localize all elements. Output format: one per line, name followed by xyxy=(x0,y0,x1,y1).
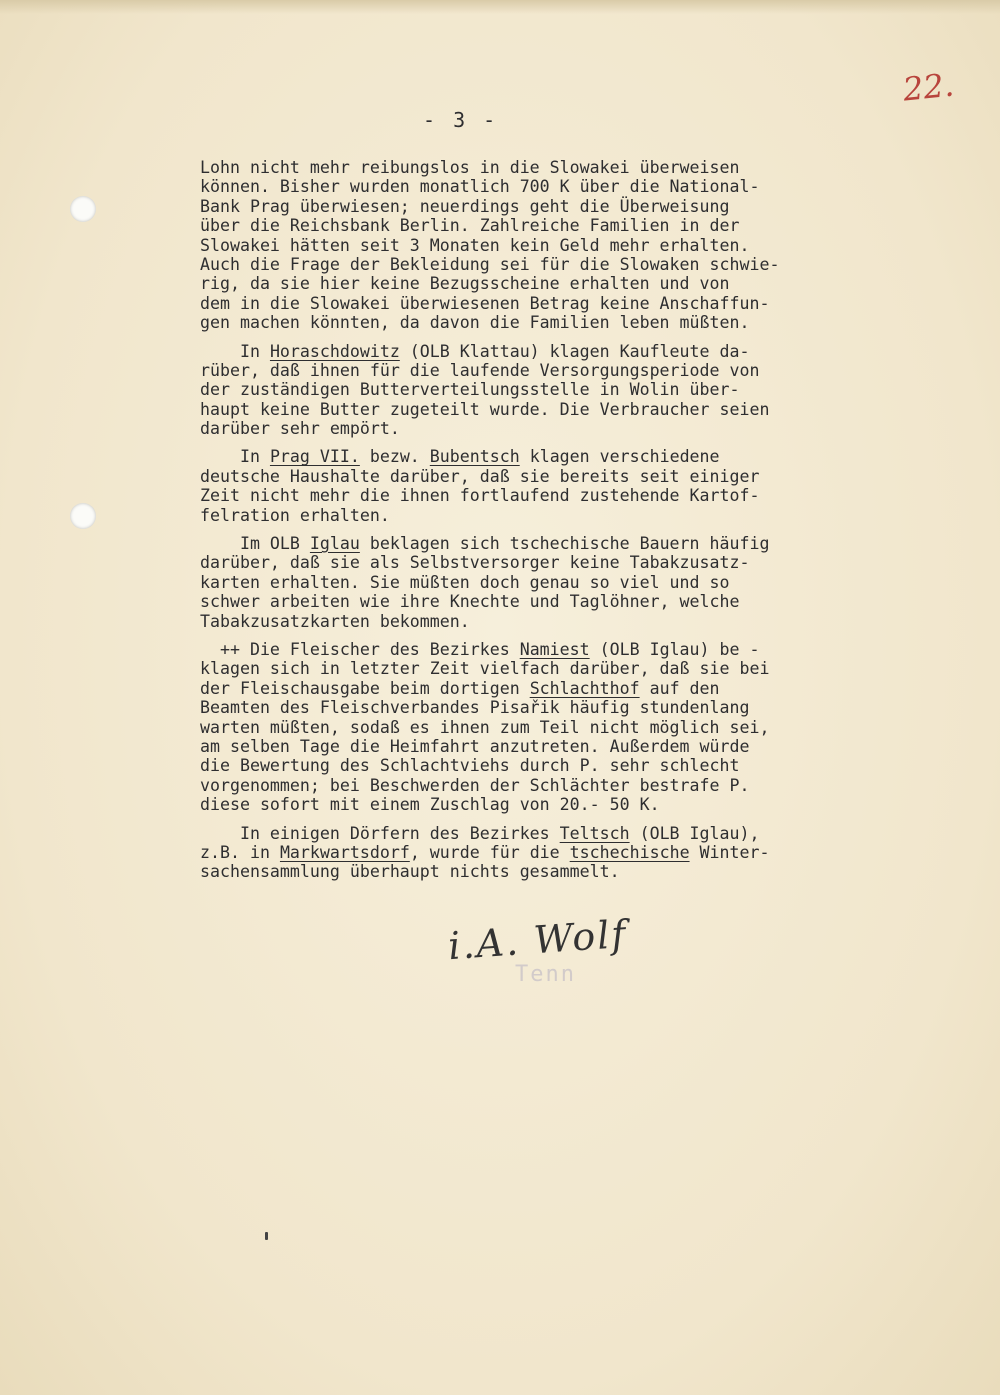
text-line xyxy=(200,294,900,313)
text-segment: klagen verschiedene xyxy=(519,447,720,467)
text-line xyxy=(200,467,900,486)
text-line xyxy=(200,380,900,399)
text-segment: über die Reichsbank Berlin. Zahlreiche Familien in der xyxy=(200,216,740,236)
text-line xyxy=(200,342,900,361)
text-line xyxy=(200,737,900,756)
paragraph xyxy=(200,447,900,525)
text-line xyxy=(200,419,900,438)
text-segment: der Fleischausgabe beim dortigen xyxy=(200,678,530,698)
text-line xyxy=(200,592,900,611)
text-segment: rüber, daß ihnen für die laufende Versorgungsperiode von xyxy=(200,360,760,380)
text-line xyxy=(200,679,900,698)
text-segment: rig, da sie hier keine Bezugsscheine erhalten und von xyxy=(200,274,730,294)
underlined-place-name: Schlachthof xyxy=(529,678,640,698)
text-segment: , wurde für die xyxy=(409,842,570,862)
text-segment: (OLB Klattau) klagen Kaufleute da- xyxy=(399,341,750,361)
text-segment: Bank Prag überwiesen; neuerdings geht die Überweisung xyxy=(200,196,730,216)
text-segment: karten erhalten. Sie müßten doch genau so viel und so xyxy=(200,572,730,592)
text-line xyxy=(200,400,900,419)
text-line xyxy=(200,216,900,235)
paragraph xyxy=(200,824,900,882)
text-segment: Zeit nicht mehr die ihnen fortlaufend zustehende Kartof- xyxy=(200,486,760,506)
underlined-place-name: Prag VII. xyxy=(269,447,360,467)
text-segment: sachensammlung überhaupt nichts gesammelt. xyxy=(200,862,620,882)
text-line xyxy=(200,640,900,659)
text-segment: Tabakzusatzkarten bekommen. xyxy=(200,611,470,631)
text-segment: In xyxy=(200,341,270,361)
text-segment: vorgenommen; bei Beschwerden der Schlächter bestrafe P. xyxy=(200,775,750,795)
text-segment: warten müßten, sodaß es ihnen zum Teil nicht möglich sei, xyxy=(200,717,770,737)
paragraph xyxy=(200,640,900,815)
text-segment: z.B. in xyxy=(200,842,280,862)
text-line xyxy=(200,534,900,553)
text-line xyxy=(200,255,900,274)
underlined-place-name: Horaschdowitz xyxy=(269,341,400,361)
text-line xyxy=(200,236,900,255)
paragraph xyxy=(200,158,900,333)
folio-number: 22. xyxy=(901,65,956,109)
text-segment: dem in die Slowakei überwiesenen Betrag keine Anschaffun- xyxy=(200,293,770,313)
underlined-place-name: Bubentsch xyxy=(429,447,520,467)
text-line xyxy=(200,612,900,631)
paper-top-edge xyxy=(0,0,1000,14)
text-segment: deutsche Haushalte darüber, daß sie bereits seit einiger xyxy=(200,466,760,486)
faint-stamp: Tenn xyxy=(515,962,576,987)
text-line xyxy=(200,573,900,592)
text-line xyxy=(200,486,900,505)
text-segment: gen machen könnten, da davon die Familien leben müßten. xyxy=(200,313,750,333)
underlined-place-name: Iglau xyxy=(309,534,360,554)
text-segment: der zuständigen Butterverteilungsstelle in Wolin über- xyxy=(200,380,740,400)
ink-mark xyxy=(265,1232,268,1240)
text-segment: In xyxy=(200,447,270,467)
text-line xyxy=(200,313,900,332)
text-segment: klagen sich in letzter Zeit vielfach darüber, daß sie bei xyxy=(200,659,770,679)
text-segment: Beamten des Fleischverbandes Pisařik häufig stundenlang xyxy=(200,698,750,718)
text-line xyxy=(200,659,900,678)
text-segment: am selben Tage die Heimfahrt anzutreten. Außerdem würde xyxy=(200,736,750,756)
text-line xyxy=(200,158,900,177)
text-segment: Winter- xyxy=(689,842,770,862)
text-segment: felration erhalten. xyxy=(200,505,390,525)
text-line xyxy=(200,553,900,572)
text-line xyxy=(200,756,900,775)
text-line xyxy=(200,361,900,380)
text-segment: diese sofort mit einem Zuschlag von 20.- 50 K. xyxy=(200,795,660,815)
text-line xyxy=(200,718,900,737)
text-segment: Auch die Frage der Bekleidung sei für die Slowaken schwie- xyxy=(200,254,780,274)
underlined-place-name: Teltsch xyxy=(559,823,630,843)
text-segment: schwer arbeiten wie ihre Knechte und Taglöhner, welche xyxy=(200,592,740,612)
text-segment: bezw. xyxy=(359,447,430,467)
underlined-place-name: tschechische xyxy=(569,842,690,862)
text-segment: darüber, daß sie als Selbstversorger keine Tabakzusatz- xyxy=(200,553,750,573)
text-segment: Slowakei hätten seit 3 Monaten kein Geld mehr erhalten. xyxy=(200,235,750,255)
punch-hole-top xyxy=(70,196,96,222)
text-line xyxy=(200,698,900,717)
text-line xyxy=(200,843,900,862)
text-line xyxy=(200,776,900,795)
text-segment: die Bewertung des Schlachtviehs durch P. sehr schlecht xyxy=(200,756,740,776)
text-segment: darüber sehr empört. xyxy=(200,419,400,439)
text-segment: Lohn nicht mehr reibungslos in die Slowakei überweisen xyxy=(200,158,740,177)
signature: i.A. Wolf xyxy=(446,911,629,969)
text-line xyxy=(200,862,900,881)
text-line xyxy=(200,274,900,293)
text-line xyxy=(200,506,900,525)
punch-hole-middle xyxy=(70,503,96,529)
text-line xyxy=(200,795,900,814)
text-segment: beklagen sich tschechische Bauern häufig xyxy=(359,534,770,554)
text-segment: In einigen Dörfern des Bezirkes xyxy=(200,823,560,843)
paragraph xyxy=(200,342,900,439)
text-line xyxy=(200,177,900,196)
page-number: - 3 - xyxy=(423,108,499,132)
text-segment: auf den xyxy=(639,678,720,698)
text-line xyxy=(200,824,900,843)
text-line xyxy=(200,197,900,216)
text-segment: Im OLB xyxy=(200,534,310,554)
underlined-place-name: Namiest xyxy=(519,639,590,659)
text-segment: (OLB Iglau), xyxy=(629,823,760,843)
body-text xyxy=(200,158,900,882)
text-segment: haupt keine Butter zugeteilt wurde. Die Verbraucher seien xyxy=(200,399,770,419)
text-segment: ++ Die Fleischer des Bezirkes xyxy=(200,639,520,659)
text-segment: können. Bisher wurden monatlich 700 K über die National- xyxy=(200,177,760,197)
underlined-place-name: Markwartsdorf xyxy=(279,842,410,862)
text-line xyxy=(200,447,900,466)
paragraph xyxy=(200,534,900,631)
text-segment: (OLB Iglau) be - xyxy=(589,639,760,659)
